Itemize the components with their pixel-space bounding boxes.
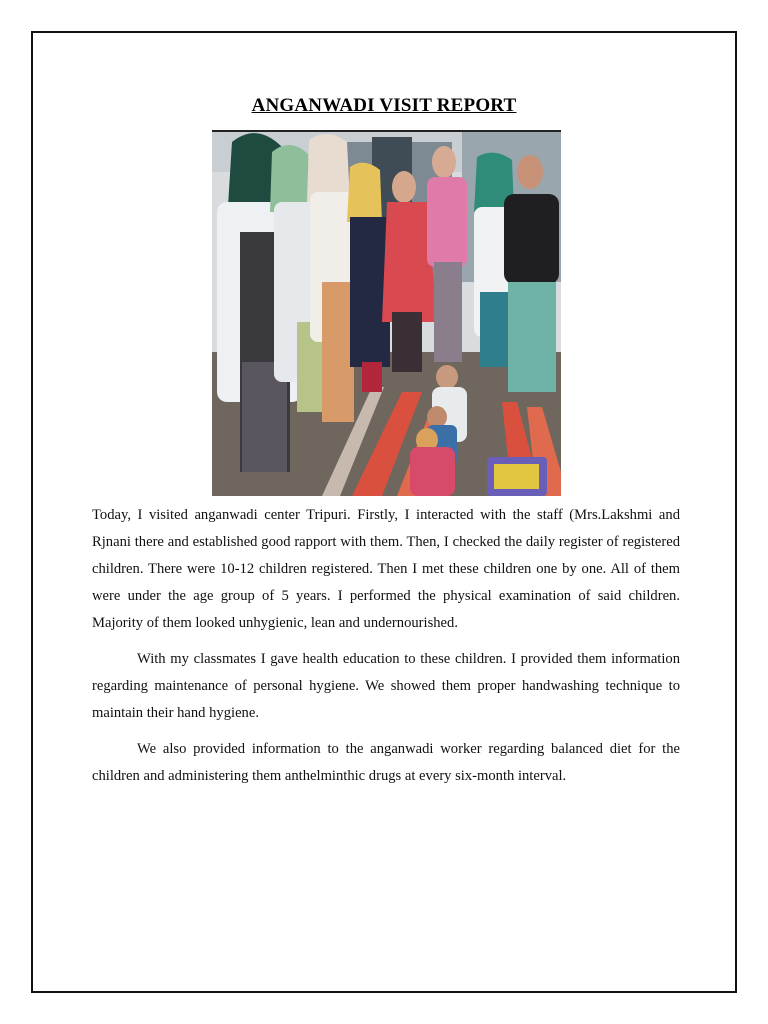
group-photo xyxy=(212,130,561,496)
paragraph-diet-advice: We also provided information to the anganwadi worker regarding balanced diet for the children and administering them anthelminthic drugs at every six-month interval. xyxy=(92,741,680,784)
paragraph-visit-summary: Today, I visited anganwadi center Tripuri. Firstly, I interacted with the staff (Mrs.Lakshmi and Rjnani there and established good rapport with them. Then, I checked the daily register of registered children. There were 10-12 children registered. Then I met these children one by one. All of them were under the age group of 5 years. I performed the physical examination of said children. Majority of them looked unhygienic, lean and undernourished. xyxy=(92,507,680,631)
report-title: ANGANWADI VISIT REPORT xyxy=(251,95,517,116)
paragraph-health-education: With my classmates I gave health education to these children. I provided them information regarding maintenance of personal hygiene. We showed them proper handwashing technique to maintain their hand hygiene. xyxy=(92,651,680,721)
report-page xyxy=(31,31,737,993)
report-body xyxy=(92,502,680,799)
